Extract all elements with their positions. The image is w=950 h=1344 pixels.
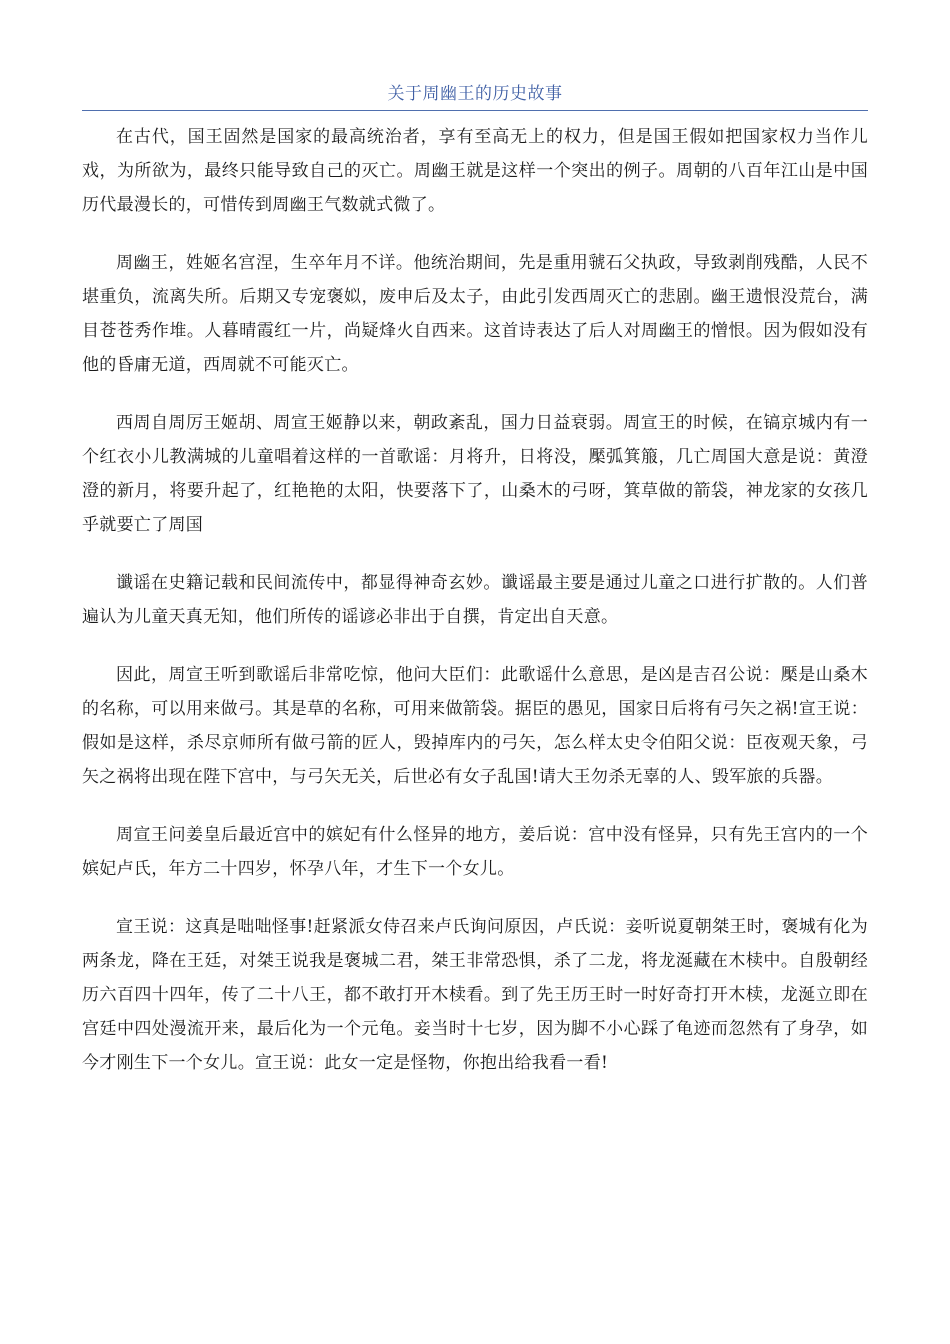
paragraph-4: 谶谣在史籍记载和民间流传中，都显得神奇玄妙。谶谣最主要是通过儿童之口进行扩散的。人们普遍认为儿童天真无知，他们所传的谣谚必非出于自撰，肯定出自天意。	[82, 573, 868, 627]
document-header	[82, 80, 868, 111]
paragraph-2: 周幽王，姓姬名宫涅，生卒年月不详。他统治期间，先是重用虢石父执政，导致剥削残酷，人民不堪重负，流离失所。后期又专宠褒姒，废申后及太子，由此引发西周灭亡的悲剧。幽王遗恨没荒台，满目苍苍秀作堆。人暮晴霞红一片，尚疑烽火自西来。这首诗表达了后人对周幽王的憎恨。因为假如没有他的昏庸无道，西周就不可能灭亡。	[82, 253, 868, 375]
document-title: 关于周幽王的历史故事	[387, 84, 563, 104]
paragraph-3: 西周自周厉王姬胡、周宣王姬静以来，朝政紊乱，国力日益衰弱。周宣王的时候，在镐京城内有一个红衣小儿教满城的儿童唱着这样的一首歌谣：月将升，日将没，檿弧箕箙，几亡周国大意是说：黄澄澄的新月，将要升起了，红艳艳的太阳，快要落下了，山桑木的弓呀，箕草做的箭袋，神龙家的女孩几乎就要亡了周国	[82, 413, 868, 535]
paragraph-5: 因此，周宣王听到歌谣后非常吃惊，他问大臣们：此歌谣什么意思，是凶是吉召公说：檿是山桑木的名称，可以用来做弓。其是草的名称，可用来做箭袋。据臣的愚见，国家日后将有弓矢之祸!宣王说：假如是这样，杀尽京师所有做弓箭的匠人，毁掉库内的弓矢，怎么样太史令伯阳父说：臣夜观天象，弓矢之祸将出现在陛下宫中，与弓矢无关，后世必有女子乱国!请大王勿杀无辜的人、毁军旅的兵器。	[82, 665, 868, 787]
document-body	[82, 120, 868, 1104]
paragraph-7: 宣王说：这真是咄咄怪事!赶紧派女侍召来卢氏询问原因，卢氏说：妾听说夏朝桀王时，褒城有化为两条龙，降在王廷，对桀王说我是褒城二君，桀王非常恐惧，杀了二龙，将龙涎藏在木椟中。自殷朝经历六百四十四年，传了二十八王，都不敢打开木椟看。到了先王历王时一时好奇打开木椟，龙涎立即在宫廷中四处漫流开来，最后化为一个元龟。妾当时十七岁，因为脚不小心踩了龟迹而忽然有了身孕，如今才刚生下一个女儿。宣王说：此女一定是怪物，你抱出给我看一看!	[82, 917, 868, 1073]
paragraph-6: 周宣王问姜皇后最近宫中的嫔妃有什么怪异的地方，姜后说：宫中没有怪异，只有先王宫内的一个嫔妃卢氏，年方二十四岁，怀孕八年，才生下一个女儿。	[82, 825, 868, 879]
paragraph-1: 在古代，国王固然是国家的最高统治者，享有至高无上的权力，但是国王假如把国家权力当作儿戏，为所欲为，最终只能导致自己的灭亡。周幽王就是这样一个突出的例子。周朝的八百年江山是中国历代最漫长的，可惜传到周幽王气数就式微了。	[82, 127, 868, 215]
